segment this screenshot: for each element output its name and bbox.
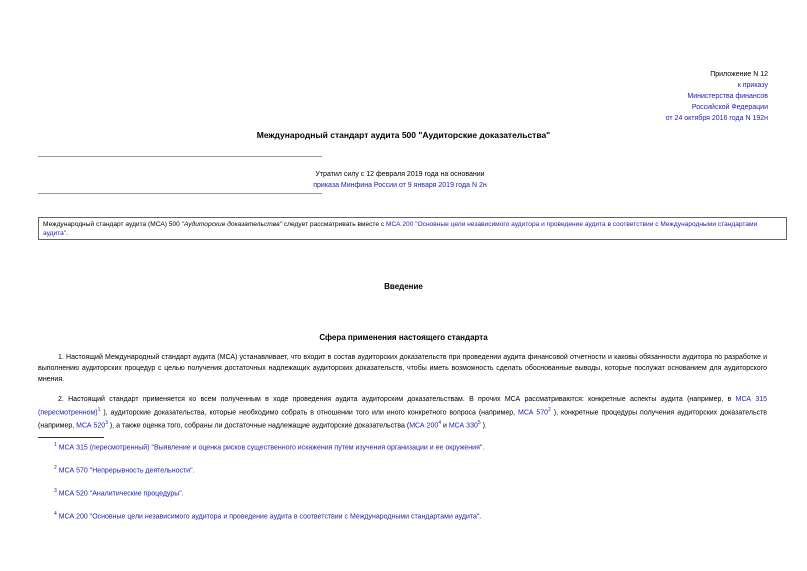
status-text: Утратил силу с 12 февраля 2019 года на основании — [315, 171, 485, 178]
appendix-country[interactable]: Российской Федерации — [691, 104, 768, 111]
note-box — [38, 217, 787, 240]
divider-top — [38, 156, 322, 157]
p2-link-msa200[interactable]: МСА 200 — [409, 422, 439, 430]
footnote-separator — [38, 437, 104, 438]
note-italic: "Аудиторские доказательства" — [181, 221, 283, 228]
p2-text-c: ), конкретные процедуры получения аудиторских доказательств (например, — [38, 409, 768, 430]
footnote-ref-4[interactable]: 4 — [438, 420, 442, 427]
footnote-1-link[interactable]: МСА 315 (пересмотренный) "Выявление и оценка рисков существенного искажения путем изучения организации и ее окружения". — [58, 444, 485, 452]
document-title: Международный стандарт аудита 500 "Аудиторские доказательства" — [256, 130, 551, 140]
p2-link-msa520[interactable]: МСА 520 — [76, 422, 106, 430]
status-block — [300, 169, 500, 191]
footnote-3-mark: 3 — [54, 488, 57, 494]
status-link[interactable]: приказа Минфина России от 9 января 2019 года N 2н — [313, 182, 487, 189]
appendix-number: Приложение N 12 — [710, 71, 768, 78]
footnote-4 — [54, 509, 481, 522]
appendix-to-order[interactable]: к приказу — [737, 82, 768, 89]
footnote-1 — [54, 440, 484, 453]
footnote-ref-1[interactable]: 1 — [97, 407, 101, 413]
appendix-header — [666, 69, 768, 124]
p2-text-e: и — [441, 422, 449, 430]
appendix-ministry[interactable]: Министерства финансов — [687, 93, 768, 100]
footnote-1-mark: 1 — [54, 442, 57, 448]
appendix-date[interactable]: от 24 октября 2016 года N 192н — [665, 115, 768, 122]
note-text-middle: следует рассматривать вместе с — [282, 221, 387, 228]
footnote-4-link[interactable]: МСА 200 "Основные цели независимого аудитора и проведение аудита в соответствии с Международными стандартами аудита". — [58, 513, 482, 521]
divider-bottom — [38, 193, 322, 194]
footnote-4-mark: 4 — [54, 511, 57, 517]
p2-text-a: 2. Настоящий стандарт применяется ко всем полученным в ходе проведения аудита аудиторским доказательствам. В прочих МСА рассматриваются: конкретные аспекты аудита (например, в — [58, 396, 736, 403]
footnote-3-link[interactable]: МСА 520 "Аналитические процедуры". — [58, 490, 184, 498]
p2-text-f: ). — [480, 422, 487, 430]
note-text-after: . — [66, 230, 68, 237]
footnote-ref-2[interactable]: 2 — [548, 407, 551, 413]
paragraph-1: 1. Настоящий Международный стандарт аудита (МСА) устанавливает, что входит в состав аудиторских доказательств при проведении аудита финансовой отчетности и каковы обязанности аудитора по разработке и выполнению аудиторских процедур с целью получения достаточных надлежащих аудиторских доказательств, чтобы иметь возможность сделать обоснованные выводы, которые послужат основанием для аудиторского мнения. — [38, 354, 767, 383]
p2-text-d: ), а также оценка того, собраны ли достаточные надлежащие аудиторские доказательства ( — [107, 422, 410, 430]
note-text-before: Международный стандарт аудита (МСА) 500 — [43, 221, 182, 228]
p2-text-b: ), аудиторские доказательства, которые необходимо собрать в отношении того или иного конкретного вопроса (например, — [100, 409, 519, 417]
p2-link-msa330[interactable]: МСА 330 — [448, 422, 478, 430]
section-heading-intro: Введение — [384, 282, 423, 291]
p2-link-msa570[interactable]: МСА 570 — [518, 409, 549, 417]
footnote-ref-5[interactable]: 5 — [477, 420, 481, 427]
section-heading-scope: Сфера применения настоящего стандарта — [319, 333, 488, 342]
note-link-msa200[interactable]: МСА 200 "Основные цели независимого аудитора и проведение аудита в соответствии с Международными стандартами аудита" — [43, 221, 758, 237]
footnote-3 — [54, 486, 184, 499]
footnote-2-mark: 2 — [54, 465, 57, 471]
paragraph-2 — [38, 394, 767, 432]
p2-link-msa315[interactable]: МСА 315 (пересмотренном) — [38, 396, 767, 417]
footnote-ref-3[interactable]: 3 — [105, 420, 108, 427]
footnote-2-link[interactable]: МСА 570 "Непрерывность деятельности". — [58, 467, 195, 475]
footnote-2 — [54, 463, 195, 476]
